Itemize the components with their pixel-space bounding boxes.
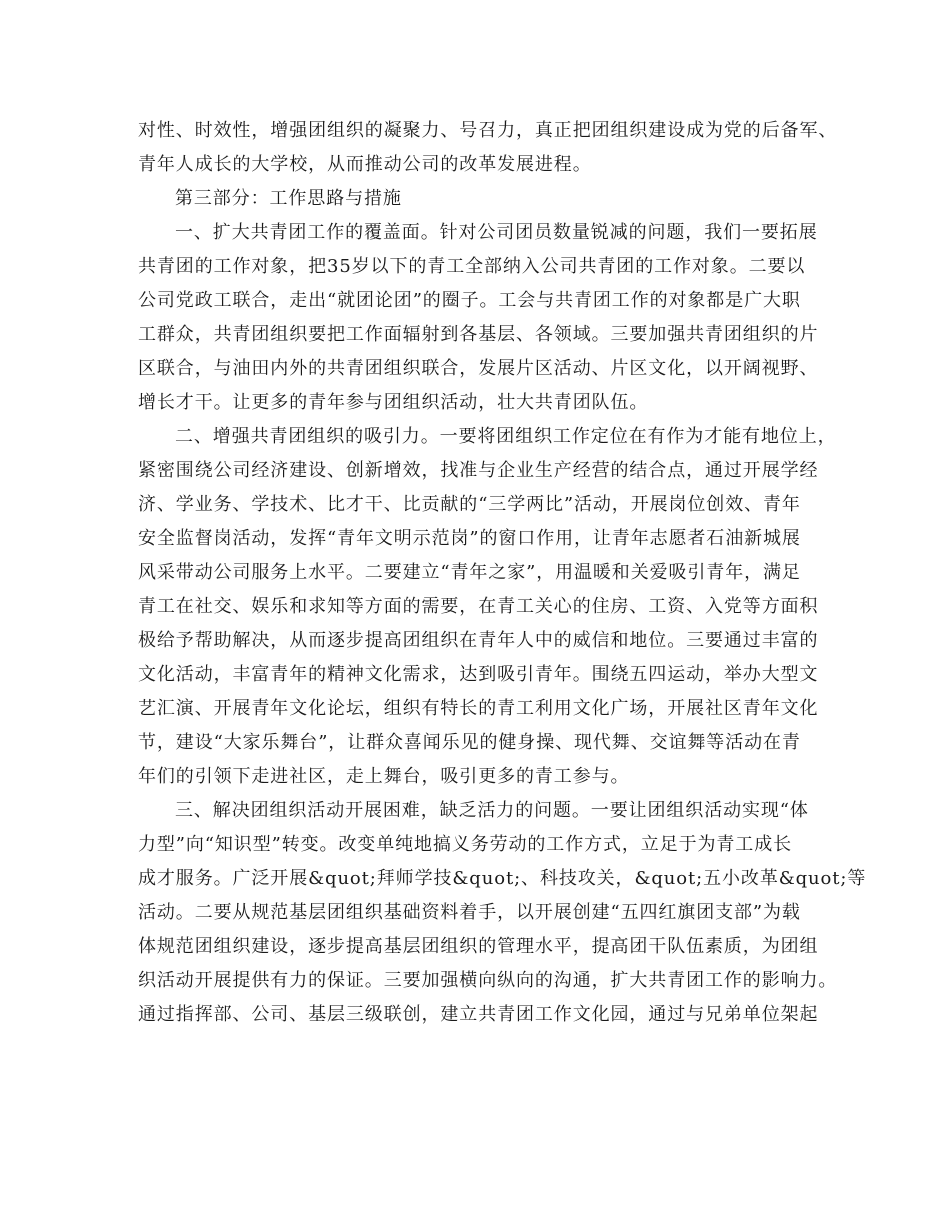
- paragraph-start: 三、解决团组织活动开展困难，缺乏活力的问题。一要让团组织活动实现“体: [175, 800, 809, 821]
- text-line: 济、学业务、学技术、比才干、比贡献的“三学两比”活动，开展岗位创效、青年: [138, 494, 801, 515]
- text-line: 通过指挥部、公司、基层三级联创，建立共青团工作文化园，通过与兄弟单位架起: [138, 1004, 819, 1025]
- paragraph-start: 二、增强共青团组织的吸引力。一要将团组织工作定位在有作为才能有地位上，: [175, 426, 837, 447]
- text-line: 增长才干。让更多的青年参与团组织活动，壮大共青团队伍。: [138, 392, 649, 413]
- text-line: 安全监督岗活动，发挥“青年文明示范岗”的窗口作用，让青年志愿者石油新城展: [138, 528, 801, 549]
- document-body: [138, 114, 867, 1032]
- text-line: 织活动开展提供有力的保证。三要加强横向纵向的沟通，扩大共青团工作的影响力。: [138, 970, 838, 991]
- text-line: 节，建设“大家乐舞台”，让群众喜闻乐见的健身操、现代舞、交谊舞等活动在青: [138, 732, 801, 753]
- text-line: 成才服务。广泛开展&quot;拜师学技&quot;、科技攻关，&quot;五小改革&quot;等: [138, 868, 867, 889]
- text-line: 年们的引领下走进社区，走上舞台，吸引更多的青工参与。: [138, 766, 630, 787]
- text-line: 紧密围绕公司经济建设、创新增效，找准与企业生产经营的结合点，通过开展学经: [138, 460, 819, 481]
- text-line: 公司党政工联合，走出“就团论团”的圈子。工会与共青团工作的对象都是广大职: [138, 290, 801, 311]
- section-heading: 第三部分：工作思路与措施: [175, 188, 402, 209]
- text-line: 区联合，与油田内外的共青团组织联合，发展片区活动、片区文化，以开阔视野、: [138, 358, 819, 379]
- text-line: 力型”向“知识型”转变。改变单纯地搞义务劳动的工作方式，立足于为青工成长: [138, 834, 793, 855]
- text-line: 青工在社交、娱乐和求知等方面的需要，在青工关心的住房、工资、入党等方面积: [138, 596, 819, 617]
- text-line: 共青团的工作对象，把35岁以下的青工全部纳入公司共青团的工作对象。二要以: [138, 256, 806, 277]
- text-line: 工群众，共青团组织要把工作面辐射到各基层、各领域。三要加强共青团组织的片: [138, 324, 819, 345]
- text-line: 极给予帮助解决，从而逐步提高团组织在青年人中的威信和地位。三要通过丰富的: [138, 630, 819, 651]
- text-line: 活动。二要从规范基层团组织基础资料着手，以开展创建“五四红旗团支部”为载: [138, 902, 801, 923]
- text-line: 艺汇演、开展青年文化论坛，组织有特长的青工利用文化广场，开展社区青年文化: [138, 698, 819, 719]
- paragraph-start: 一、扩大共青团工作的覆盖面。针对公司团员数量锐减的问题，我们一要拓展: [175, 222, 818, 243]
- text-line: 对性、时效性，增强团组织的凝聚力、号召力，真正把团组织建设成为党的后备军、: [138, 120, 838, 141]
- text-line: 文化活动，丰富青年的精神文化需求，达到吸引青年。围绕五四运动，举办大型文: [138, 664, 819, 685]
- text-line: 风采带动公司服务上水平。二要建立“青年之家”，用温暖和关爱吸引青年，满足: [138, 562, 801, 583]
- text-line: 体规范团组织建设，逐步提高基层团组织的管理水平，提高团干队伍素质，为团组: [138, 936, 819, 957]
- text-line: 青年人成长的大学校，从而推动公司的改革发展进程。: [138, 154, 592, 175]
